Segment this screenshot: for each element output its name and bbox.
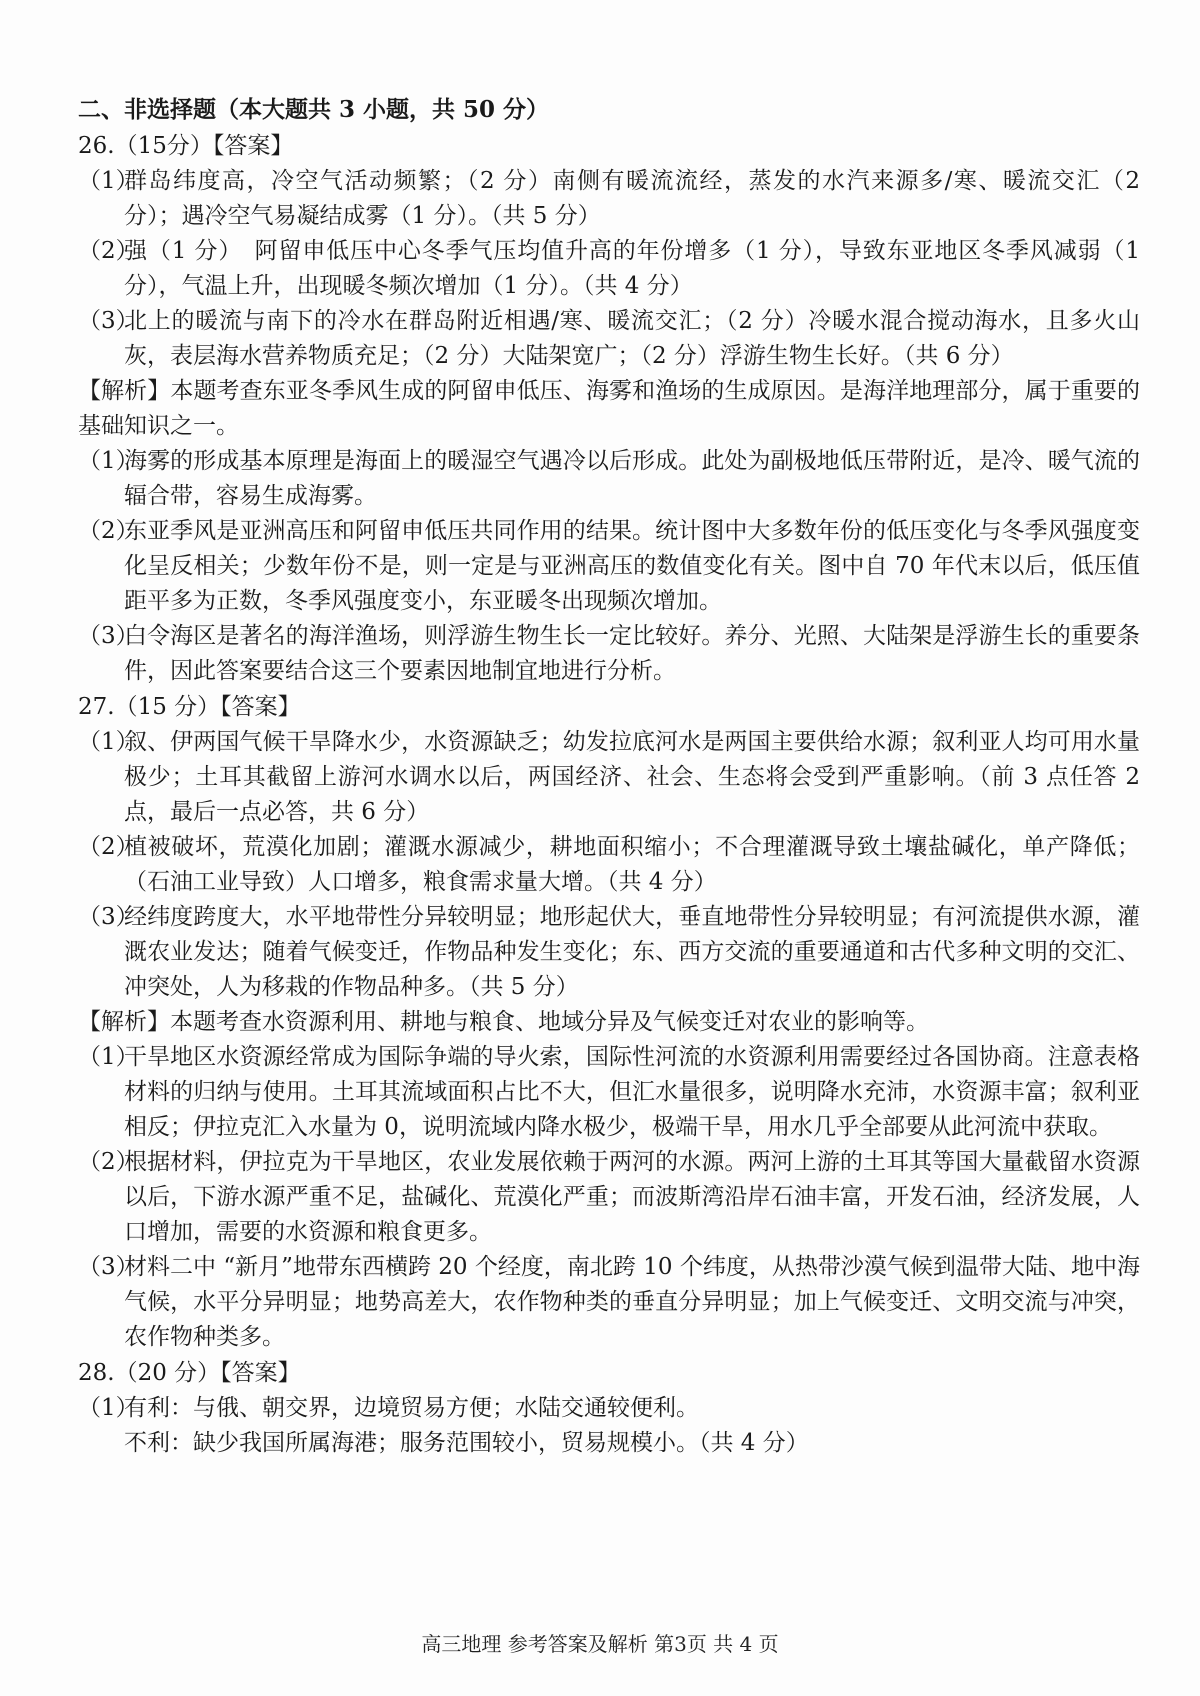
item-text: 群岛纬度高，冷空气活动频繁；（2 分）南侧有暖流流经，蒸发的水汽来源多/寒、暖流交汇（2 分）；遇冷空气易凝结成雾（1 分）。（共 5 分） <box>124 168 1140 229</box>
q27-answer-2 <box>78 830 1140 900</box>
q28-answer-1-continuation: 不利：缺少我国所属海港；服务范围较小，贸易规模小。（共 4 分） <box>124 1430 809 1456</box>
item-number: （1） <box>78 1044 139 1070</box>
item-text: 根据材料，伊拉克为干旱地区，农业发展依赖于两河的水源。两河上游的土耳其等国大量截留水资源以后，下游水源严重不足，盐碱化、荒漠化严重；而波斯湾沿岸石油丰富，开发石油，经济发展，人口增加，需要的水资源和粮食更多。 <box>124 1149 1140 1245</box>
item-number: （1） <box>78 1395 139 1421</box>
item-text: 植被破坏，荒漠化加剧；灌溉水源减少，耕地面积缩小；不合理灌溉导致土壤盐碱化，单产降低；（石油工业导致）人口增多，粮食需求量大增。（共 4 分） <box>124 834 1140 895</box>
q26-answer-2 <box>78 234 1140 304</box>
item-number: （1） <box>78 729 139 755</box>
q26-analysis-1 <box>78 444 1140 514</box>
item-number: （1） <box>78 168 139 194</box>
q27-analysis-1 <box>78 1040 1140 1145</box>
item-text: 干旱地区水资源经常成为国际争端的导火索，国际性河流的水资源利用需要经过各国协商。注意表格材料的归纳与使用。土耳其流域面积占比不大，但汇水量很多，说明降水充沛，水资源丰富；叙利亚相反；伊拉克汇入水量为 0，说明流域内降水极少，极端干旱，用水几乎全部要从此河流中获取。 <box>124 1044 1140 1140</box>
item-number: （3） <box>78 308 139 334</box>
section-title: 二、非选择题（本大题共 3 小题，共 50 分） <box>78 96 550 123</box>
item-text: 有利：与俄、朝交界，边境贸易方便；水陆交通较便利。 <box>124 1395 699 1421</box>
q26-answer-1 <box>78 164 1140 234</box>
item-text: 东亚季风是亚洲高压和阿留申低压共同作用的结果。统计图中大多数年份的低压变化与冬季风强度变化呈反相关；少数年份不是，则一定是与亚洲高压的数值变化有关。图中自 70 年代末以后，低压值距平多为正数，冬季风强度变小，东亚暖冬出现频次增加。 <box>124 518 1140 614</box>
item-text: 白令海区是著名的海洋渔场，则浮游生物生长一定比较好。养分、光照、大陆架是浮游生长的重要条件，因此答案要结合这三个要素因地制宜地进行分析。 <box>124 623 1140 684</box>
item-text: 强（1 分） 阿留申低压中心冬季气压均值升高的年份增多（1 分），导致东亚地区冬季风减弱（1 分），气温上升，出现暖冬频次增加（1 分）。（共 4 分） <box>124 238 1140 299</box>
item-number: （2） <box>78 1149 139 1175</box>
q27-answer-1 <box>78 725 1140 830</box>
q27-analysis-2 <box>78 1145 1140 1250</box>
q27-answer-3 <box>78 900 1140 1005</box>
item-number: （2） <box>78 238 139 264</box>
question-26-header: 26.（15分）【答案】 <box>78 133 294 159</box>
question-28-header: 28.（20 分）【答案】 <box>78 1360 301 1386</box>
item-number: （3） <box>78 1254 139 1280</box>
q26-answer-3 <box>78 304 1140 374</box>
q26-explanation: 【解析】本题考查东亚冬季风生成的阿留申低压、海雾和渔场的生成原因。是海洋地理部分，属于重要的基础知识之一。 <box>78 378 1140 439</box>
q28-answer-1 <box>78 1391 1140 1426</box>
item-number: （2） <box>78 518 139 544</box>
item-text: 材料二中 “新月”地带东西横跨 20 个经度，南北跨 10 个纬度，从热带沙漠气候到温带大陆、地中海气候，水平分异明显；地势高差大，农作物种类的垂直分异明显；加上气候变迁、文明交流与冲突，农作物种类多。 <box>124 1254 1140 1350</box>
item-text: 海雾的形成基本原理是海面上的暖湿空气遇冷以后形成。此处为副极地低压带附近，是冷、暖气流的辐合带，容易生成海雾。 <box>124 448 1140 509</box>
item-number: （3） <box>78 904 139 930</box>
q27-analysis-3 <box>78 1250 1140 1355</box>
q26-analysis-2 <box>78 514 1140 619</box>
item-text: 叙、伊两国气候干旱降水少，水资源缺乏；幼发拉底河水是两国主要供给水源；叙利亚人均可用水量极少；土耳其截留上游河水调水以后，两国经济、社会、生态将会受到严重影响。（前 3 点任答 2 点，最后一点必答，共 6 分） <box>124 729 1140 825</box>
item-number: （3） <box>78 623 139 649</box>
page-footer: 高三地理 参考答案及解析 第3页 共 4 页 <box>421 1632 779 1656</box>
item-number: （1） <box>78 448 139 474</box>
q26-analysis-3 <box>78 619 1140 689</box>
item-text: 北上的暖流与南下的冷水在群岛附近相遇/寒、暖流交汇；（2 分）冷暖水混合搅动海水，且多火山灰，表层海水营养物质充足；（2 分）大陆架宽广；（2 分）浮游生物生长好。（共 6 分） <box>124 308 1140 369</box>
item-text: 经纬度跨度大，水平地带性分异较明显；地形起伏大，垂直地带性分异较明显；有河流提供水源，灌溉农业发达；随着气候变迁，作物品种发生变化；东、西方交流的重要通道和古代多种文明的交汇、冲突处，人为移栽的作物品种多。（共 5 分） <box>124 904 1140 1000</box>
q27-explanation: 【解析】本题考查水资源利用、耕地与粮食、地域分异及气候变迁对农业的影响等。 <box>78 1009 929 1035</box>
item-number: （2） <box>78 834 139 860</box>
document-content <box>78 92 1140 1461</box>
question-27-header: 27.（15 分）【答案】 <box>78 694 301 720</box>
